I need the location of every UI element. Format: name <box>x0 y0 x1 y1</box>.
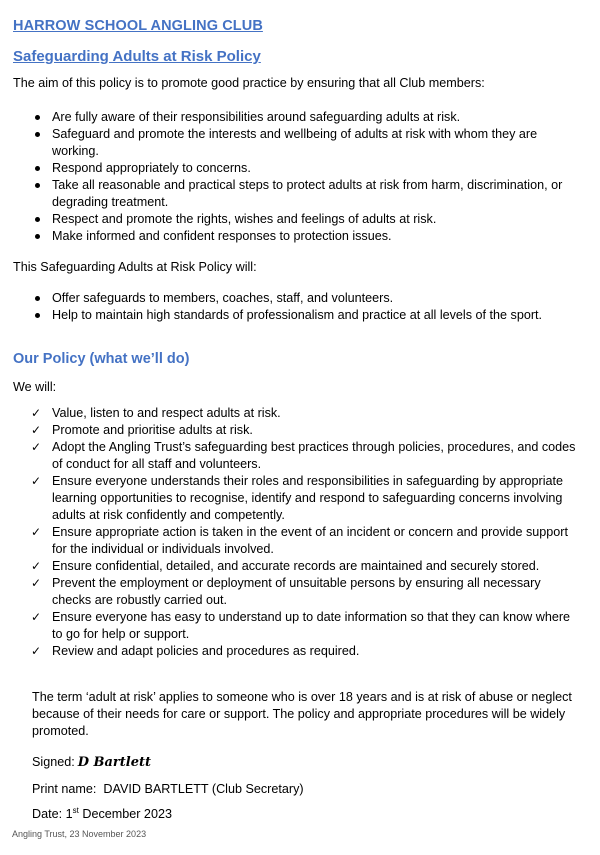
list-item: ✓ Ensure everyone has easy to understand up to date information so that they can know where to go for help or support. <box>0 609 580 643</box>
signed-label: Signed: <box>32 755 75 769</box>
list-item: Respect and promote the rights, wishes and feelings of adults at risk. <box>0 211 580 228</box>
policy-will-intro: This Safeguarding Adults at Risk Policy will: <box>13 260 257 274</box>
list-item: ✓ Ensure everyone understands their roles and responsibilities in safeguarding by appropriate learning opportunities to recognise, identify and respond to safeguarding concerns involving adults at risk confidently and competently. <box>0 473 580 524</box>
print-name-value: DAVID BARTLETT (Club Secretary) <box>103 782 304 796</box>
club-title: HARROW SCHOOL ANGLING CLUB <box>13 18 263 34</box>
footer-text: Angling Trust, 23 November 2023 <box>12 829 147 839</box>
we-will-list <box>0 405 580 660</box>
aims-list <box>0 109 580 245</box>
list-item: Are fully aware of their responsibilities around safeguarding adults at risk. <box>0 109 580 126</box>
list-item: ✓ Adopt the Angling Trust’s safeguarding best practices through policies, procedures, and codes of conduct for all staff and volunteers. <box>0 439 580 473</box>
print-name-line <box>32 781 304 798</box>
policy-will-list <box>0 290 580 324</box>
list-item: ✓ Ensure appropriate action is taken in the event of an incident or concern and provide support for the individual or individuals involved. <box>0 524 580 558</box>
intro-text: The aim of this policy is to promote good practice by ensuring that all Club members: <box>13 76 485 90</box>
policy-title: Safeguarding Adults at Risk Policy <box>13 48 261 65</box>
list-item: ✓ Prevent the employment or deployment of unsuitable persons by ensuring all necessary checks are robustly carried out. <box>0 575 580 609</box>
we-will-intro: We will: <box>13 380 57 394</box>
list-item: ✓ Promote and prioritise adults at risk. <box>0 422 580 439</box>
date-rest: December 2023 <box>78 807 172 821</box>
list-item: Take all reasonable and practical steps to protect adults at risk from harm, discrimination, or degrading treatment. <box>0 177 580 211</box>
print-name-label: Print name: <box>32 782 97 796</box>
signature: D Bartlett <box>77 755 152 770</box>
date-label: Date: 1 <box>32 807 73 821</box>
list-item: ✓ Review and adapt policies and procedures as required. <box>0 643 580 660</box>
list-item: Make informed and confident responses to protection issues. <box>0 228 580 245</box>
list-item: Offer safeguards to members, coaches, staff, and volunteers. <box>0 290 580 307</box>
list-item: Respond appropriately to concerns. <box>0 160 580 177</box>
date-ordinal: st <box>72 806 79 815</box>
our-policy-heading: Our Policy (what we’ll do) <box>13 351 190 367</box>
signed-line <box>32 754 151 771</box>
list-item: Safeguard and promote the interests and wellbeing of adults at risk with whom they are working. <box>0 126 580 160</box>
list-item: Help to maintain high standards of professionalism and practice at all levels of the sport. <box>0 307 580 324</box>
closing-paragraph: The term ‘adult at risk’ applies to someone who is over 18 years and is at risk of abuse or neglect because of their needs for care or support. The policy and appropriate procedures will be widely promoted. <box>32 690 572 738</box>
date-line <box>32 806 172 823</box>
list-item: ✓ Value, listen to and respect adults at risk. <box>0 405 580 422</box>
list-item: ✓ Ensure confidential, detailed, and accurate records are maintained and securely stored. <box>0 558 580 575</box>
